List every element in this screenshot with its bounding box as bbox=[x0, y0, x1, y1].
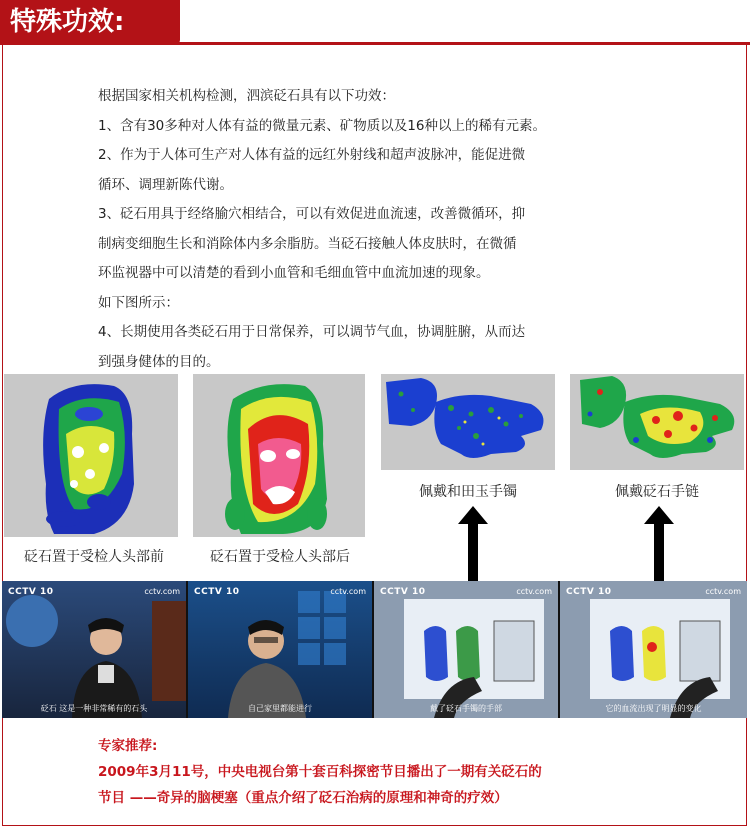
caption-hand-jade: 佩戴和田玉手镯 bbox=[419, 484, 517, 500]
cctv-logo: CCTV 10 bbox=[194, 587, 240, 597]
intro-line: 1、含有30多种对人体有益的微量元素、矿物质以及16种以上的稀有元素。 bbox=[98, 117, 546, 134]
cctv-site-label: cctv.com bbox=[144, 587, 180, 596]
intro-line: 环监视器中可以清楚的看到小血管和毛细血管中血流加速的现象。 bbox=[98, 265, 490, 281]
host-figure-icon bbox=[188, 581, 372, 718]
thermal-hand-stone-image bbox=[570, 374, 744, 470]
tv-screenshot-strip bbox=[2, 581, 747, 718]
tv-subtitle: 砭石 这是一种非常稀有的石头 bbox=[40, 704, 148, 713]
arrow-up-icon bbox=[644, 506, 674, 584]
cctv-logo: CCTV 10 bbox=[380, 587, 426, 597]
thermal-head-before-image bbox=[4, 374, 178, 537]
tv-frame-screen-jade bbox=[374, 581, 558, 718]
expert-recommendation bbox=[98, 733, 658, 811]
intro-line: 3、砭石用具于经络腧穴相结合，可以有效促进血流速，改善微循环，抑 bbox=[98, 206, 526, 222]
tv-frame-guest bbox=[2, 581, 186, 718]
tv-frame-host bbox=[188, 581, 372, 718]
tv-frame-screen-stone bbox=[560, 581, 747, 718]
caption-hand-stone: 佩戴砭石手链 bbox=[615, 484, 699, 500]
intro-line: 2、作为于人体可生产对人体有益的远红外射线和超声波脉冲，能促进微 bbox=[98, 147, 526, 163]
tv-subtitle: 戴了砭石手镯的手部 bbox=[430, 704, 502, 713]
intro-line: 如下图所示： bbox=[98, 294, 179, 311]
tv-subtitle: 自己家里都能进行 bbox=[248, 704, 312, 713]
intro-line: 4、长期使用各类砭石用于日常保养，可以调节气血，协调脏腑，从而达 bbox=[98, 324, 526, 340]
expert-line: 2009年3月11号，中央电视台第十套百科探密节目播出了一期有关砭石的 bbox=[98, 764, 542, 780]
guest-figure-icon bbox=[2, 581, 186, 718]
cctv-logo: CCTV 10 bbox=[8, 587, 54, 597]
section-title: 特殊功效: bbox=[0, 0, 180, 44]
cctv-site-label: cctv.com bbox=[705, 587, 741, 596]
section-header bbox=[0, 0, 750, 46]
intro-line: 到强身健体的目的。 bbox=[98, 353, 220, 370]
expert-line: 节目 ——奇异的脑梗塞（重点介绍了砭石治病的原理和神奇的疗效） bbox=[98, 790, 508, 806]
monitor-hand-icon bbox=[374, 581, 558, 718]
cctv-site-label: cctv.com bbox=[330, 587, 366, 596]
monitor-hand-icon bbox=[560, 581, 747, 718]
expert-heading: 专家推荐: bbox=[98, 738, 158, 754]
intro-line: 根据国家相关机构检测，泗滨砭石具有以下功效： bbox=[98, 88, 395, 104]
caption-head-after: 砭石置于受检人头部后 bbox=[210, 549, 350, 565]
intro-text bbox=[98, 82, 638, 377]
cctv-logo: CCTV 10 bbox=[566, 587, 612, 597]
caption-head-before: 砭石置于受检人头部前 bbox=[24, 549, 164, 565]
cctv-site-label: cctv.com bbox=[516, 587, 552, 596]
tv-subtitle: 它的血流出现了明显的变化 bbox=[605, 704, 702, 713]
intro-line: 循环、调理新陈代谢。 bbox=[98, 176, 233, 193]
thermal-hand-jade-image bbox=[381, 374, 555, 470]
intro-line: 制病变细胞生长和消除体内多余脂肪。当砭石接触人体皮肤时，在微循 bbox=[98, 235, 517, 252]
thermal-head-after-image bbox=[193, 374, 365, 537]
arrow-up-icon bbox=[458, 506, 488, 584]
